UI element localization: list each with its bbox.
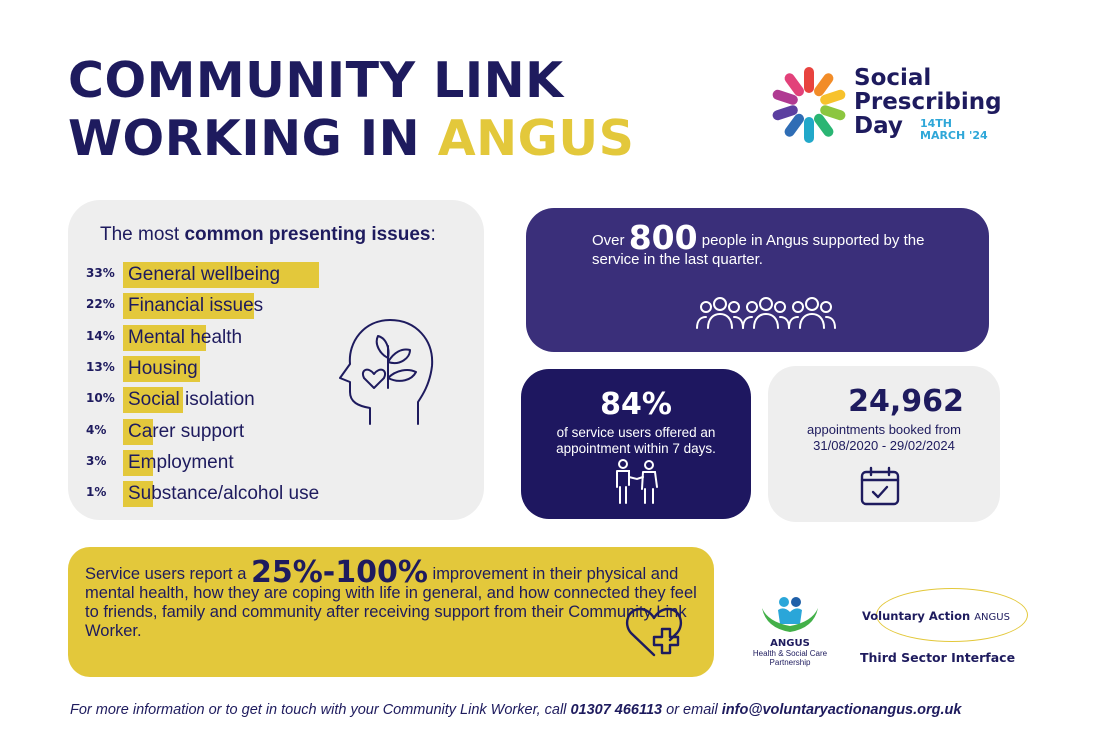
- angus-hands-icon: [760, 592, 820, 638]
- issue-label: General wellbeing: [128, 264, 281, 285]
- issues-heading-bold: common presenting issues: [184, 224, 431, 245]
- footer-email[interactable]: info@voluntaryactionangus.org.uk: [721, 702, 962, 718]
- issue-percent: 4%: [86, 422, 107, 437]
- appointments-number: 24,962: [848, 384, 964, 419]
- people-post: people in Angus supported by the service in the last quarter.: [592, 232, 925, 268]
- appointments-text: appointments booked from 31/08/2020 - 29/02/2024: [807, 422, 961, 453]
- issue-label: Substance/alcohol use: [128, 483, 320, 505]
- issue-row: [86, 481, 466, 507]
- issue-label: Housing: [128, 357, 198, 379]
- issues-heading-post: :: [430, 224, 436, 245]
- spd-line-2: Prescribing: [854, 89, 1002, 115]
- flower-petal: [804, 67, 814, 93]
- head-with-heart-and-leaves-icon: [330, 312, 440, 432]
- issue-label: Financial issues: [128, 295, 264, 317]
- title-accent: ANGUS: [437, 110, 635, 167]
- angus-subtitle: Health & Social Care Partnership: [752, 649, 828, 667]
- voluntary-action-angus-logo: [858, 588, 1038, 668]
- issue-percent: 13%: [86, 359, 115, 374]
- presenting-issues-panel: [68, 200, 484, 520]
- person-group: [789, 298, 835, 328]
- issue-percent: 1%: [86, 485, 107, 500]
- heart-with-cross-icon: [624, 605, 686, 659]
- va-place: ANGUS: [974, 612, 1010, 623]
- person-group: [697, 298, 743, 328]
- group-of-people-icon: [696, 294, 836, 334]
- social-prescribing-day-logo: [768, 64, 1028, 154]
- calendar-check-icon: [860, 466, 900, 506]
- issue-percent: 33%: [86, 266, 115, 280]
- footer-text-1: For more information or to get in touch with your Community Link Worker, call: [70, 702, 571, 718]
- page-title: [68, 52, 708, 168]
- offered-text: of service users offered an appointment within 7 days.: [556, 425, 716, 456]
- issues-heading: [100, 224, 436, 246]
- issue-percent: 3%: [86, 453, 107, 468]
- issue-percent: 22%: [86, 297, 115, 312]
- improvement-post: improvement in their physical and mental health, how they are coping with life in general, and how connected they feel to friends, family and community after receiving support from their Community Link Worker.: [85, 565, 697, 640]
- issue-label: Social isolation: [128, 389, 255, 411]
- va-name: [862, 609, 1010, 623]
- angus-name: ANGUS: [770, 638, 810, 649]
- improvement-text: [85, 555, 705, 641]
- spd-line-3: Day: [854, 113, 903, 139]
- improvement-panel: [68, 547, 714, 677]
- spd-date: [920, 118, 988, 142]
- spd-date-day: 14TH: [920, 117, 953, 130]
- title-line-1: COMMUNITY LINK: [68, 52, 564, 109]
- handshake-people-icon: [613, 459, 661, 505]
- issue-percent: 14%: [86, 328, 115, 343]
- angus-hscp-logo: [744, 592, 836, 672]
- va-name-text: Voluntary Action: [862, 609, 971, 623]
- people-supported-text: [592, 218, 952, 269]
- issue-label: Mental health: [128, 326, 243, 348]
- issues-heading-pre: The most: [100, 224, 185, 245]
- issue-row: [86, 450, 466, 476]
- appointments-panel: [768, 366, 1000, 522]
- footer-phone[interactable]: 01307 466113: [570, 702, 663, 718]
- improvement-number: 25%-100%: [250, 555, 428, 590]
- people-number: 800: [628, 218, 698, 257]
- offered-number: 84%: [600, 387, 672, 422]
- improvement-pre: Service users report a: [85, 565, 251, 583]
- footer-text-2: or email: [662, 702, 722, 718]
- issue-percent: 10%: [86, 391, 115, 406]
- issue-row: [86, 262, 466, 288]
- va-third-sector-interface: Third Sector Interface: [860, 650, 1016, 665]
- flower-petal: [804, 117, 814, 143]
- spd-line-1: Social: [854, 65, 932, 91]
- offered-appointment-panel: [521, 369, 751, 519]
- people-pre: Over: [592, 232, 629, 249]
- people-supported-panel: [526, 208, 989, 352]
- title-line-2: [68, 110, 708, 168]
- flower-logo-icon: [768, 64, 850, 146]
- title-line-2-start: WORKING IN: [68, 110, 438, 167]
- contact-footer: [70, 702, 1070, 718]
- person-group: [743, 298, 789, 328]
- issue-label: Carer support: [128, 420, 245, 442]
- issue-label: Employment: [128, 451, 234, 473]
- spd-date-month: MARCH '24: [920, 129, 988, 142]
